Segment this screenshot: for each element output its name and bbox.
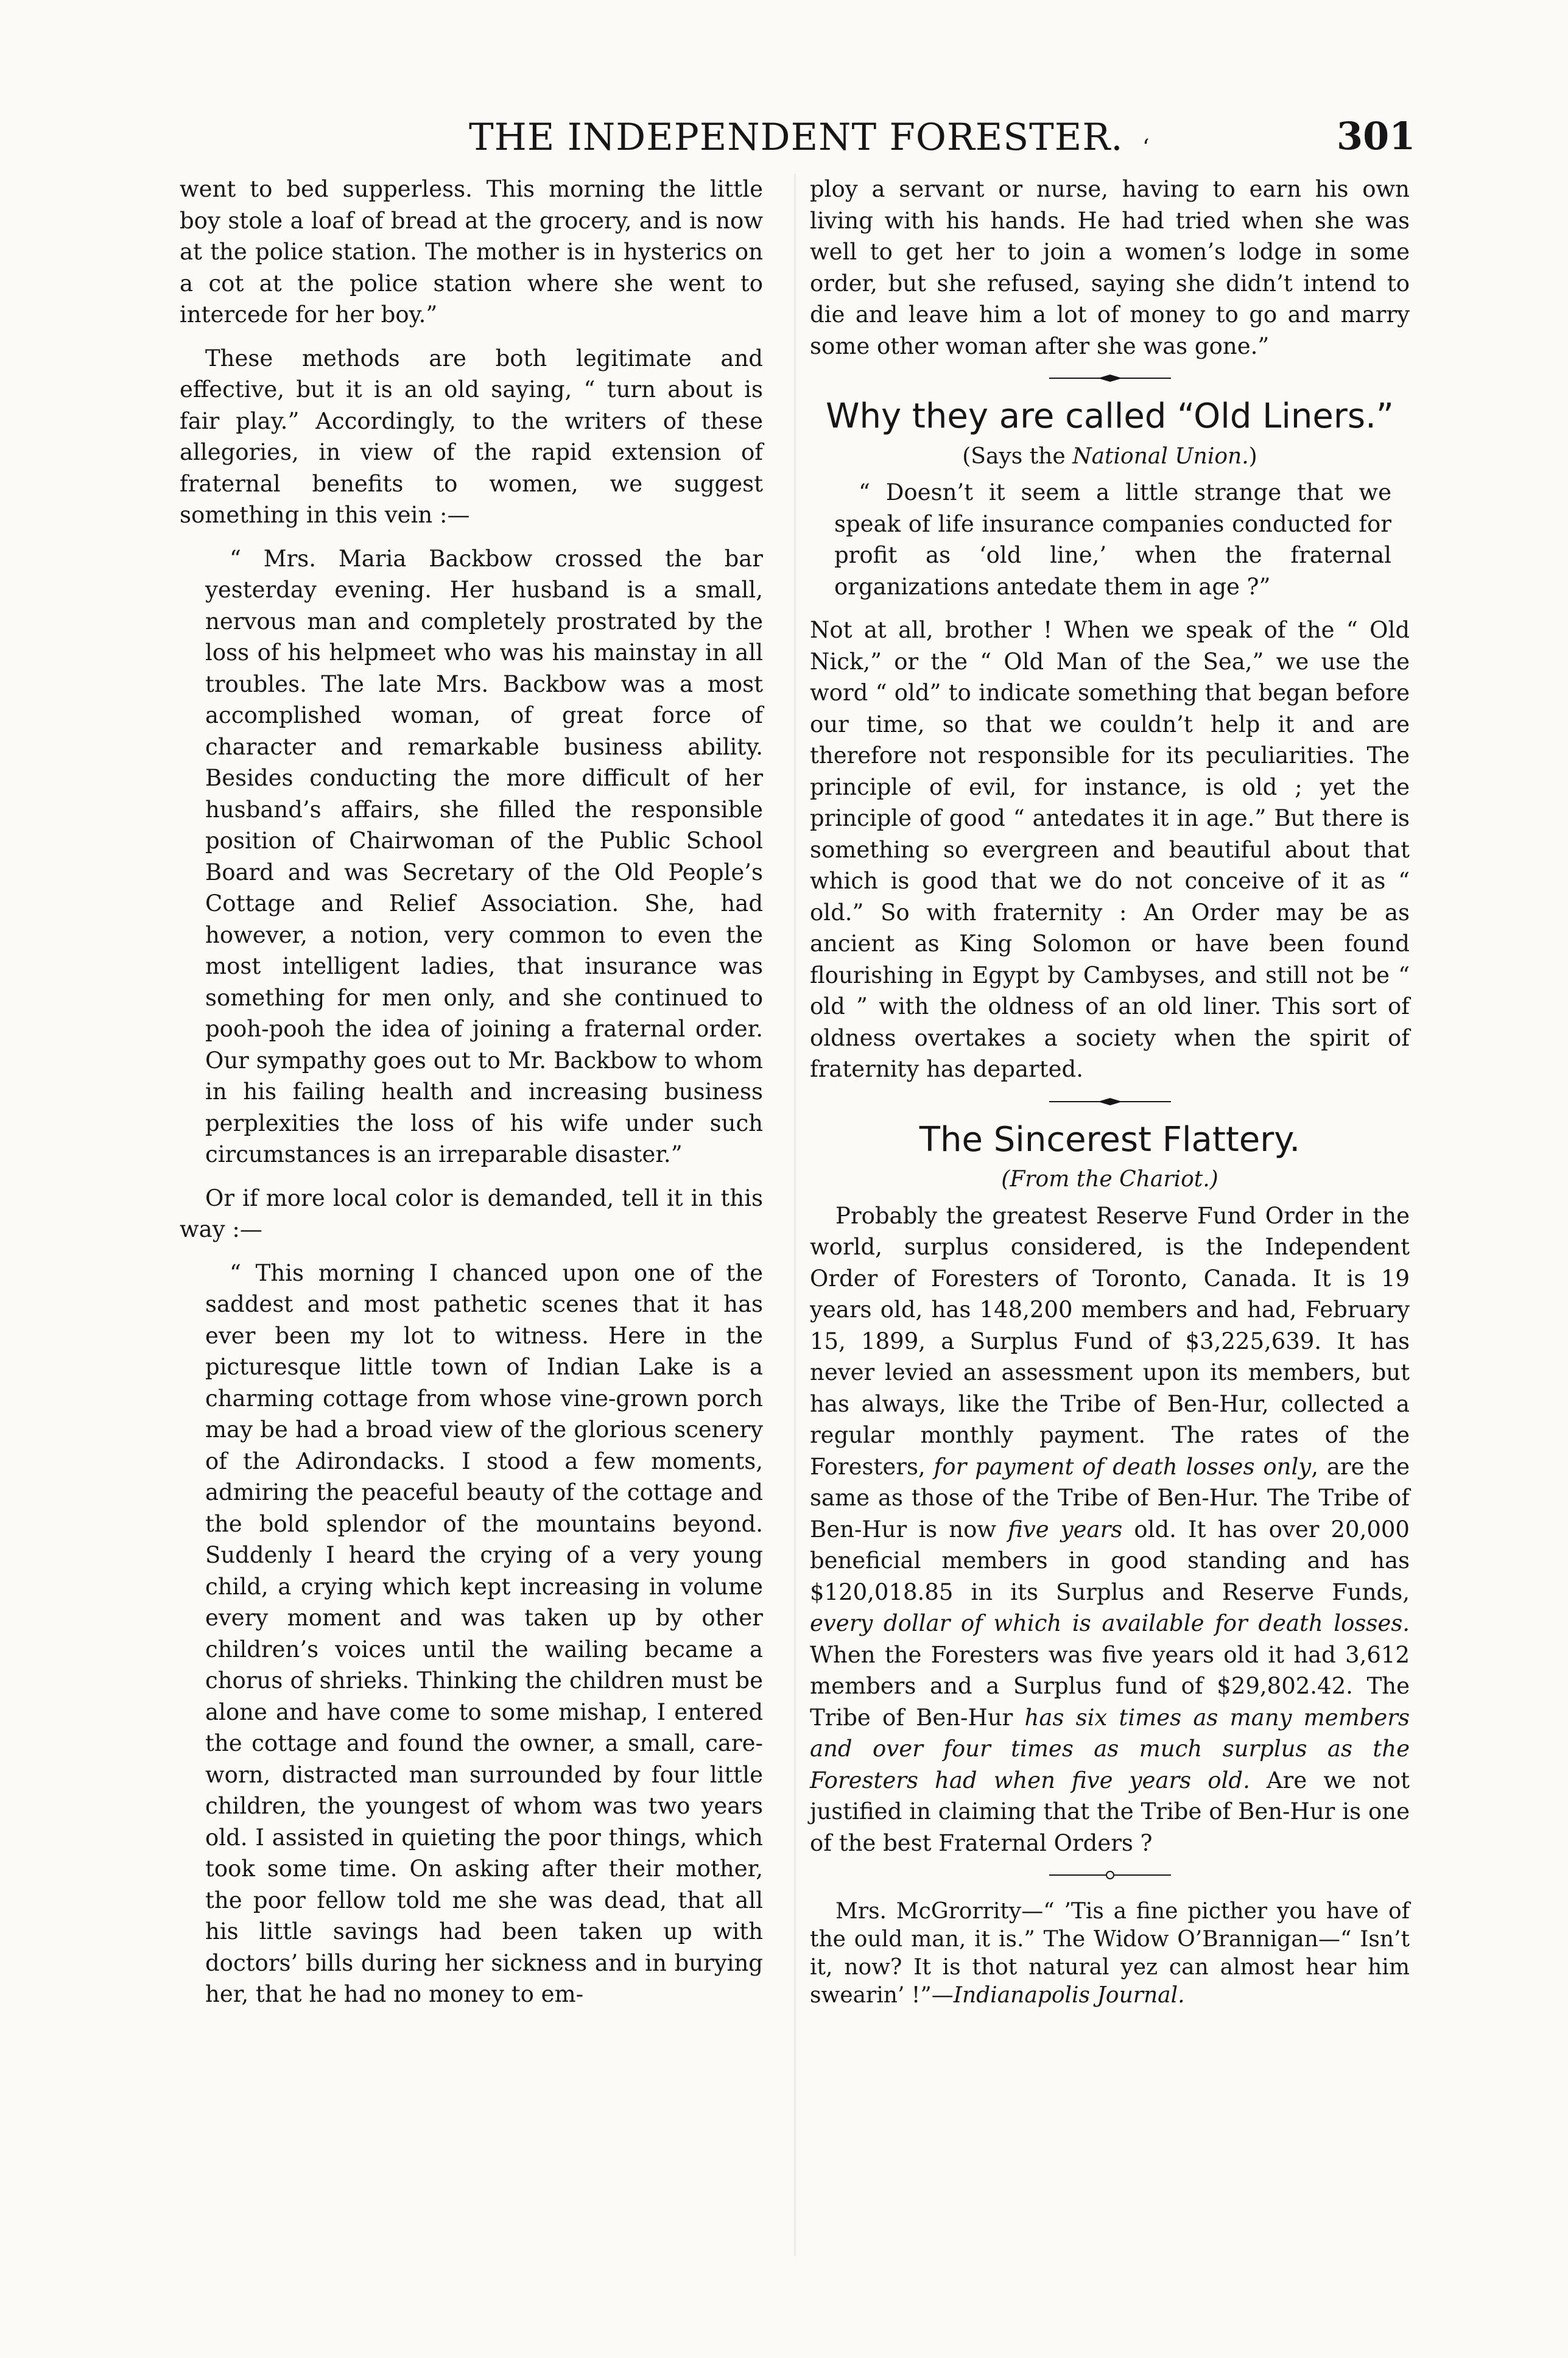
article-heading-sincerest-flattery: The Sincerest Flattery. bbox=[919, 1119, 1301, 1160]
humor-filler: Mrs. McGrorrity—“ ’Tis a fine picther you have of the ould man, it is.” The Widow O’Brannigan—“ Isn’t it, now? It is thot natural yez can almost hear him swearin’ !”—Indianapolis Journal. bbox=[810, 1899, 1410, 2008]
right-column bbox=[810, 174, 1410, 2022]
article-quote: “ Doesn’t it seem a little strange that we speak of life insurance companies conducted for profit as ‘old line,’ when the fraternal organizations antedate them in age ?” bbox=[834, 479, 1391, 600]
ornamental-divider bbox=[1049, 1097, 1171, 1106]
allegory-quote-backbow: “ Mrs. Maria Backbow crossed the bar yesterday evening. Her husband is a small, nervous man and completely prostrated by the loss of his helpmeet who was his mainstay in all troubles. The late Mrs. Backbow was a most accomplished woman, of great force of character and remarkable business ability. Besides conducting the more difficult of her husband’s affairs, she filled the responsible position of Chairwoman of the Public School Board and was Secretary of the Old People’s Cottage and Relief Association. She, had however, a notion, very common to even the most intelligent ladies, that insurance was something for men only, and she continued to pooh-pooh the idea of joining a fraternal order. Our sympathy goes out to Mr. Backbow to whom in his failing health and increasing business perplexities the loss of his wife under such circumstances is an irreparable disaster.” bbox=[205, 545, 763, 1167]
continued-paragraph: ploy a servant or nurse, having to earn his own living with his hands. He had tried when she was well to get her to join a women’s lodge in some order, but she refused, saying she didn’t intend to die and leave him a lot of money to go and marry some other woman after she was gone.” bbox=[810, 176, 1410, 359]
article-source: (Says the National Union.) bbox=[962, 443, 1257, 469]
article-body: Probably the greatest Reserve Fund Order in the world, surplus considered, is the Independent Order of Foresters of Toronto, Canada. It is 19 years old, has 148,200 members and had, February 15, 1899, a Surplus Fund of $3,225,639. It has never levied an assessment upon its members, but has always, like the Tribe of Ben-Hur, collected a regular monthly payment. The rates of the Foresters, for payment of death losses only, are the same as those of the Tribe of Ben-Hur. The Tribe of Ben-Hur is now five years old. It has over 20,000 beneficial members in good standing and has $120,018.85 in its Surplus and Reserve Funds, every dollar of which is available for death losses. When the Foresters was five years old it had 3,612 members and a Surplus fund of $29,802.42. The Tribe of Ben-Hur has six times as many members and over four times as much surplus as the Foresters had when five years old. Are we not justified in claiming that the Tribe of Ben-Hur is one of the best Fraternal Orders ? bbox=[810, 1202, 1410, 1856]
page-number: 301 bbox=[1337, 114, 1416, 158]
allegory-quote-indian-lake: “ This morning I chanced upon one of the saddest and most pathetic scenes that it has ever been my lot to witness. Here in the picturesque little town of Indian Lake is a charming cottage from whose vine-grown porch may be had a broad view of the glorious scenery of the Adirondacks. I stood a few moments, admiring the peaceful beauty of the cottage and the bold splendor of the mountains beyond. Suddenly I heard the crying of a very young child, a crying which kept increasing in volume every moment and was taken up by other children’s voices until the wailing became a chorus of shrieks. Thinking the children must be alone and have come to some mishap, I entered the cottage and found the owner, a small, care-worn, distracted man surrounded by four little children, the youngest of whom was two years old. I assisted in quieting the poor things, which took some time. On asking after their mother, the poor fellow told me she was dead, that all his little savings had been taken up with doctors’ bills during her sickness and in burying her, that he had no money to em- bbox=[205, 1259, 763, 2007]
body-paragraph: These methods are both legitimate and effective, but it is an old saying, “ turn about is fair play.” Accordingly, to the writers of these allegories, in view of the rapid extension of fraternal benefits to women, we suggest something in this vein :— bbox=[180, 345, 763, 528]
stray-mark: ʻ bbox=[1142, 135, 1150, 160]
article-source: (From the Chariot.) bbox=[1001, 1167, 1218, 1192]
ornamental-divider bbox=[1049, 1871, 1171, 1879]
body-paragraph: Or if more local color is demanded, tell it in this way :— bbox=[180, 1184, 763, 1242]
left-column bbox=[180, 174, 763, 2022]
ornamental-divider bbox=[1049, 374, 1171, 382]
column-gutter bbox=[794, 174, 796, 2256]
article-heading-old-liners: Why they are called “Old Liners.” bbox=[826, 396, 1394, 436]
article-body: Not at all, brother ! When we speak of the “ Old Nick,” or the “ Old Man of the Sea,” we use the word “ old” to indicate something that began before our time, so that we couldn’t help it and are therefore not responsible for its peculiarities. The principle of evil, for instance, is old ; yet the principle of good “ antedates it in age.” But there is something so evergreen and beautiful about that which is good that we do not conceive of it as “ old.” So with fraternity : An Order may be as ancient as King Solomon or have been found flourishing in Egypt by Cambyses, and still not be “ old ” with the oldness of an old liner. This sort of oldness overtakes a society when the spirit of fraternity has departed. bbox=[810, 617, 1410, 1082]
continued-paragraph: went to bed supperless. This morning the little boy stole a loaf of bread at the grocery, and is now at the police station. The mother is in hysterics on a cot at the police station where she went to intercede for her boy.” bbox=[180, 176, 763, 328]
running-head-title: THE INDEPENDENT FORESTER. bbox=[469, 116, 1123, 159]
